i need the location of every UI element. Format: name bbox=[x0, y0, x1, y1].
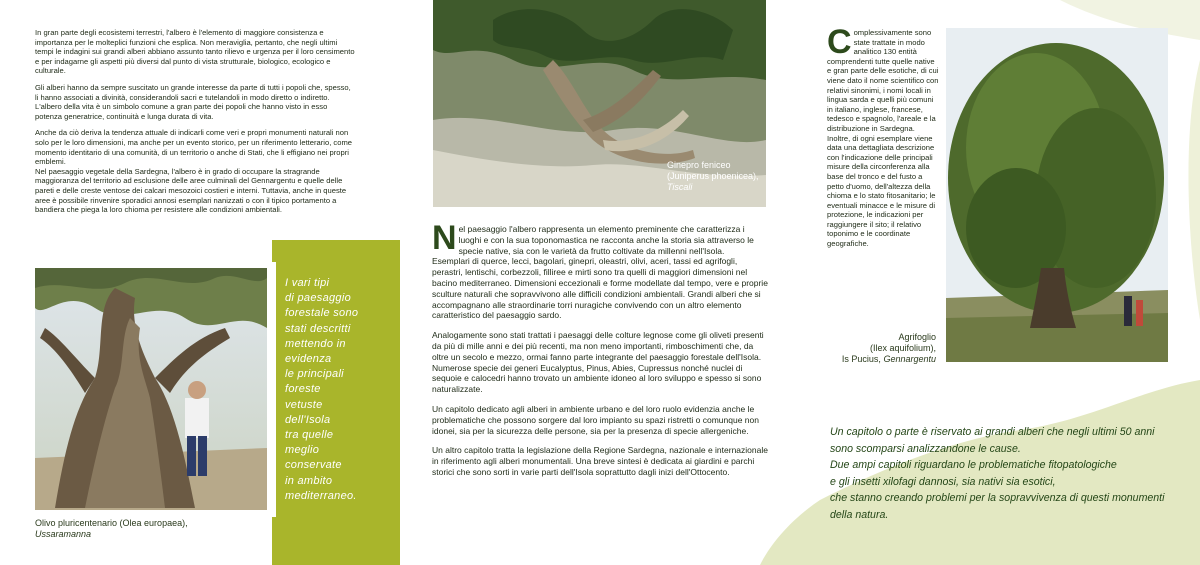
holly-tree-photo bbox=[946, 28, 1168, 362]
olive-tree-illustration bbox=[35, 268, 267, 510]
left-paragraph-2: Gli alberi hanno da sempre suscitato un grande interesse da parte di tutti i popoli che, spesso, li hanno associati a divinità, considerandoli sacri e tutelandoli in modo diretto o indiretto. L'albero della vita è un simbolo comune a gran parte dei popoli che hanno visto in esso potenza generatrice, continuità e lunga durata di vita. bbox=[35, 82, 351, 121]
dropcap-n: N bbox=[432, 219, 457, 257]
note-line: che stanno creando problemi per la sopravvivenza di questi monumenti bbox=[830, 492, 1165, 504]
quote-line: stati descritti bbox=[285, 322, 351, 335]
holly-caption-place: Gennargentu bbox=[883, 354, 936, 364]
holly-tree-illustration bbox=[946, 28, 1168, 362]
quote-line: forestale sono bbox=[285, 307, 359, 320]
left-paragraph-3: Anche da ciò deriva la tendenza attuale di indicarli come veri e propri monumenti naturali non solo per le loro dimensioni, ma anche per un evento storico, per un riferimento letterario, come momento identitario di una comunità, di un territorio o anche di Stati, che li effigiano nei propri emblemi. bbox=[35, 128, 352, 167]
note-line: e gli insetti xilofagi dannosi, sia nativi sia esotici, bbox=[830, 475, 1056, 488]
middle-paragraph-3: Un capitolo dedicato agli alberi in ambiente urbano e del loro ruolo evidenzia anche le problematiche che possono sorgere dal loro impianto su spazi ristretti o comunque non idonei, sia per la sicurezza delle persone, sia per la presenza di specie allergeniche. bbox=[432, 403, 759, 436]
note-line: sono scomparsi analizzandone le cause. bbox=[830, 442, 1021, 455]
quote-line: in ambito bbox=[285, 474, 333, 487]
middle-paragraph-2: Analogamente sono stati trattati i paesaggi delle colture legnose come gli oliveti presenti da più di mille anni e dei più recenti, ma non meno importanti, rimboschimenti che, da oltre un secolo e mezzo, ormai fanno parte integrante del paesaggio forestale dell'Isola. Numerose specie dei generi Eucalyptus, Pinus, Abies, Cupressus nonché nuclei di sequoie e calocedri hanno trovato un ambiente idoneo al loro sviluppo e spesso si sono naturalizzate. bbox=[432, 330, 764, 395]
quote-line: evidenza bbox=[285, 353, 332, 366]
quote-line: I vari tipi bbox=[285, 277, 330, 289]
juniper-photo-caption bbox=[667, 160, 777, 193]
quote-line: le principali bbox=[285, 368, 344, 381]
middle-paragraph-1: el paesaggio l'albero rappresenta un elemento preminente che caratterizza i luoghi e con la sua toponomastica ne racconta anche la storia sia attraverso le specie native, sia con le varietà da frutto coltivate da millenni nell'Isola. bbox=[458, 224, 754, 256]
note-line: Due ampi capitoli riguardano le problematiche fitopatologiche bbox=[830, 459, 1117, 471]
quote-line: di paesaggio bbox=[285, 292, 351, 305]
middle-text-column bbox=[432, 219, 768, 485]
quote-box-frame bbox=[272, 262, 276, 517]
right-text-column bbox=[827, 23, 940, 256]
quote-line: conservate bbox=[285, 459, 342, 472]
quote-line: tra quelle bbox=[285, 429, 334, 442]
note-line: Un capitolo o parte è riservato ai grandi alberi che negli ultimi 50 anni bbox=[830, 426, 1155, 438]
quote-line: foreste bbox=[285, 383, 321, 396]
forest-quote bbox=[285, 276, 395, 504]
holly-caption-species: Agrifoglio bbox=[898, 332, 936, 342]
quote-line: meglio bbox=[285, 444, 320, 457]
olive-tree-photo bbox=[35, 268, 267, 510]
dropcap-c: C bbox=[827, 23, 852, 61]
middle-paragraph-1-cont: Esemplari di querce, lecci, bagolari, ginepri, oleastri, olivi, aceri, tassi ed agrifogli, perastri, lentischi, corbezzoli, filliree e mirti sono tra quelli di maggiori dimensioni nel bacino mediterraneo. Dimensioni eccezionali e forme modellate dal tempo, vere e proprie sculture naturali che sopravvivono alle difficili condizioni ambientali. Grandi alberi che si accompagnano alle straordinarie torri nuragiche convivendo con un altro elemento caratteristico del paesaggio sardo. bbox=[432, 256, 768, 321]
juniper-caption-latin: (Juniperus phoenicea), bbox=[667, 171, 759, 181]
olive-photo-caption bbox=[35, 518, 275, 540]
holly-photo-caption bbox=[820, 332, 936, 365]
quote-line: mettendo in bbox=[285, 337, 346, 350]
left-paragraph-4: Nel paesaggio vegetale della Sardegna, l'albero è in grado di occupare la stragrande maggioranza del territorio ad esclusione delle aree culminali del Gennargentu e quelle delle pareti e delle creste ventose dei calcari mesozoici costieri e interni. Tuttavia, anche in queste aree è possibile rinvenire sporadici annosi esemplari nanizzati o con il tipico portamento a bandiera che piega la loro chioma per resistere alle condizioni ambientali. bbox=[35, 166, 347, 215]
juniper-caption-place: Tiscali bbox=[667, 182, 693, 192]
juniper-caption-species: Ginepro feniceo bbox=[667, 160, 731, 170]
chapters-note bbox=[830, 424, 1192, 523]
olive-caption-species: Olivo pluricentenario (Olea europaea), bbox=[35, 518, 188, 528]
right-paragraph-1: omplessivamente sono state trattate in modo analitico 130 entità comprendenti tutte quelle native e gran parte delle esotiche, di cui viene dato il nome scientifico con relativi sinonimi, i nomi locali in lingua sarda e quelli più comuni in italiano, inglese, francese, tedesco e spagnolo, l'areale e la distribuzione in Sardegna. Inoltre, di ogni esemplare viene data una dettagliata descrizione con l'indicazione delle principali misure della circonferenza alla base del tronco e del fusto a petto d'uomo, dell'altezza della chioma e lo stato fitosanitario; le eventuali minacce e le misure di protezione, le indicazioni per raggiungere il sito; il relativo toponimo e le coordinate geografiche. bbox=[827, 28, 939, 249]
holly-caption-latin: (Ilex aquifolium), bbox=[869, 343, 936, 353]
quote-line: vetuste bbox=[285, 398, 323, 411]
olive-caption-place: Ussaramanna bbox=[35, 529, 92, 539]
quote-line: dell'Isola bbox=[285, 413, 331, 426]
left-paragraph-1: In gran parte degli ecosistemi terrestri, l'albero è l'elemento di maggiore consistenza e importanza per le molteplici funzioni che esplica. Non meraviglia, pertanto, che negli ultimi tempi le indagini sui grandi alberi abbiano assunto tanto rilievo e urgenza per il loro censimento e per indagarne gli aspetti più diversi dal punto di vista strutturale, biologico, ecologico e culturale. bbox=[35, 28, 355, 76]
note-line: della natura. bbox=[830, 508, 889, 521]
quote-line: mediterraneo. bbox=[285, 489, 357, 502]
middle-paragraph-4: Un altro capitolo tratta la legislazione della Regione Sardegna, nazionale e internazionale in riferimento agli alberi monumentali. Una breve sintesi è dedicata ai giardini e parchi storici che sono sorti in varie parti dell'Isola soprattutto dagli inizi dell'Ottocento. bbox=[432, 445, 768, 477]
left-text-column bbox=[35, 28, 355, 222]
holly-caption-locality: Is Pucius, bbox=[841, 354, 881, 364]
